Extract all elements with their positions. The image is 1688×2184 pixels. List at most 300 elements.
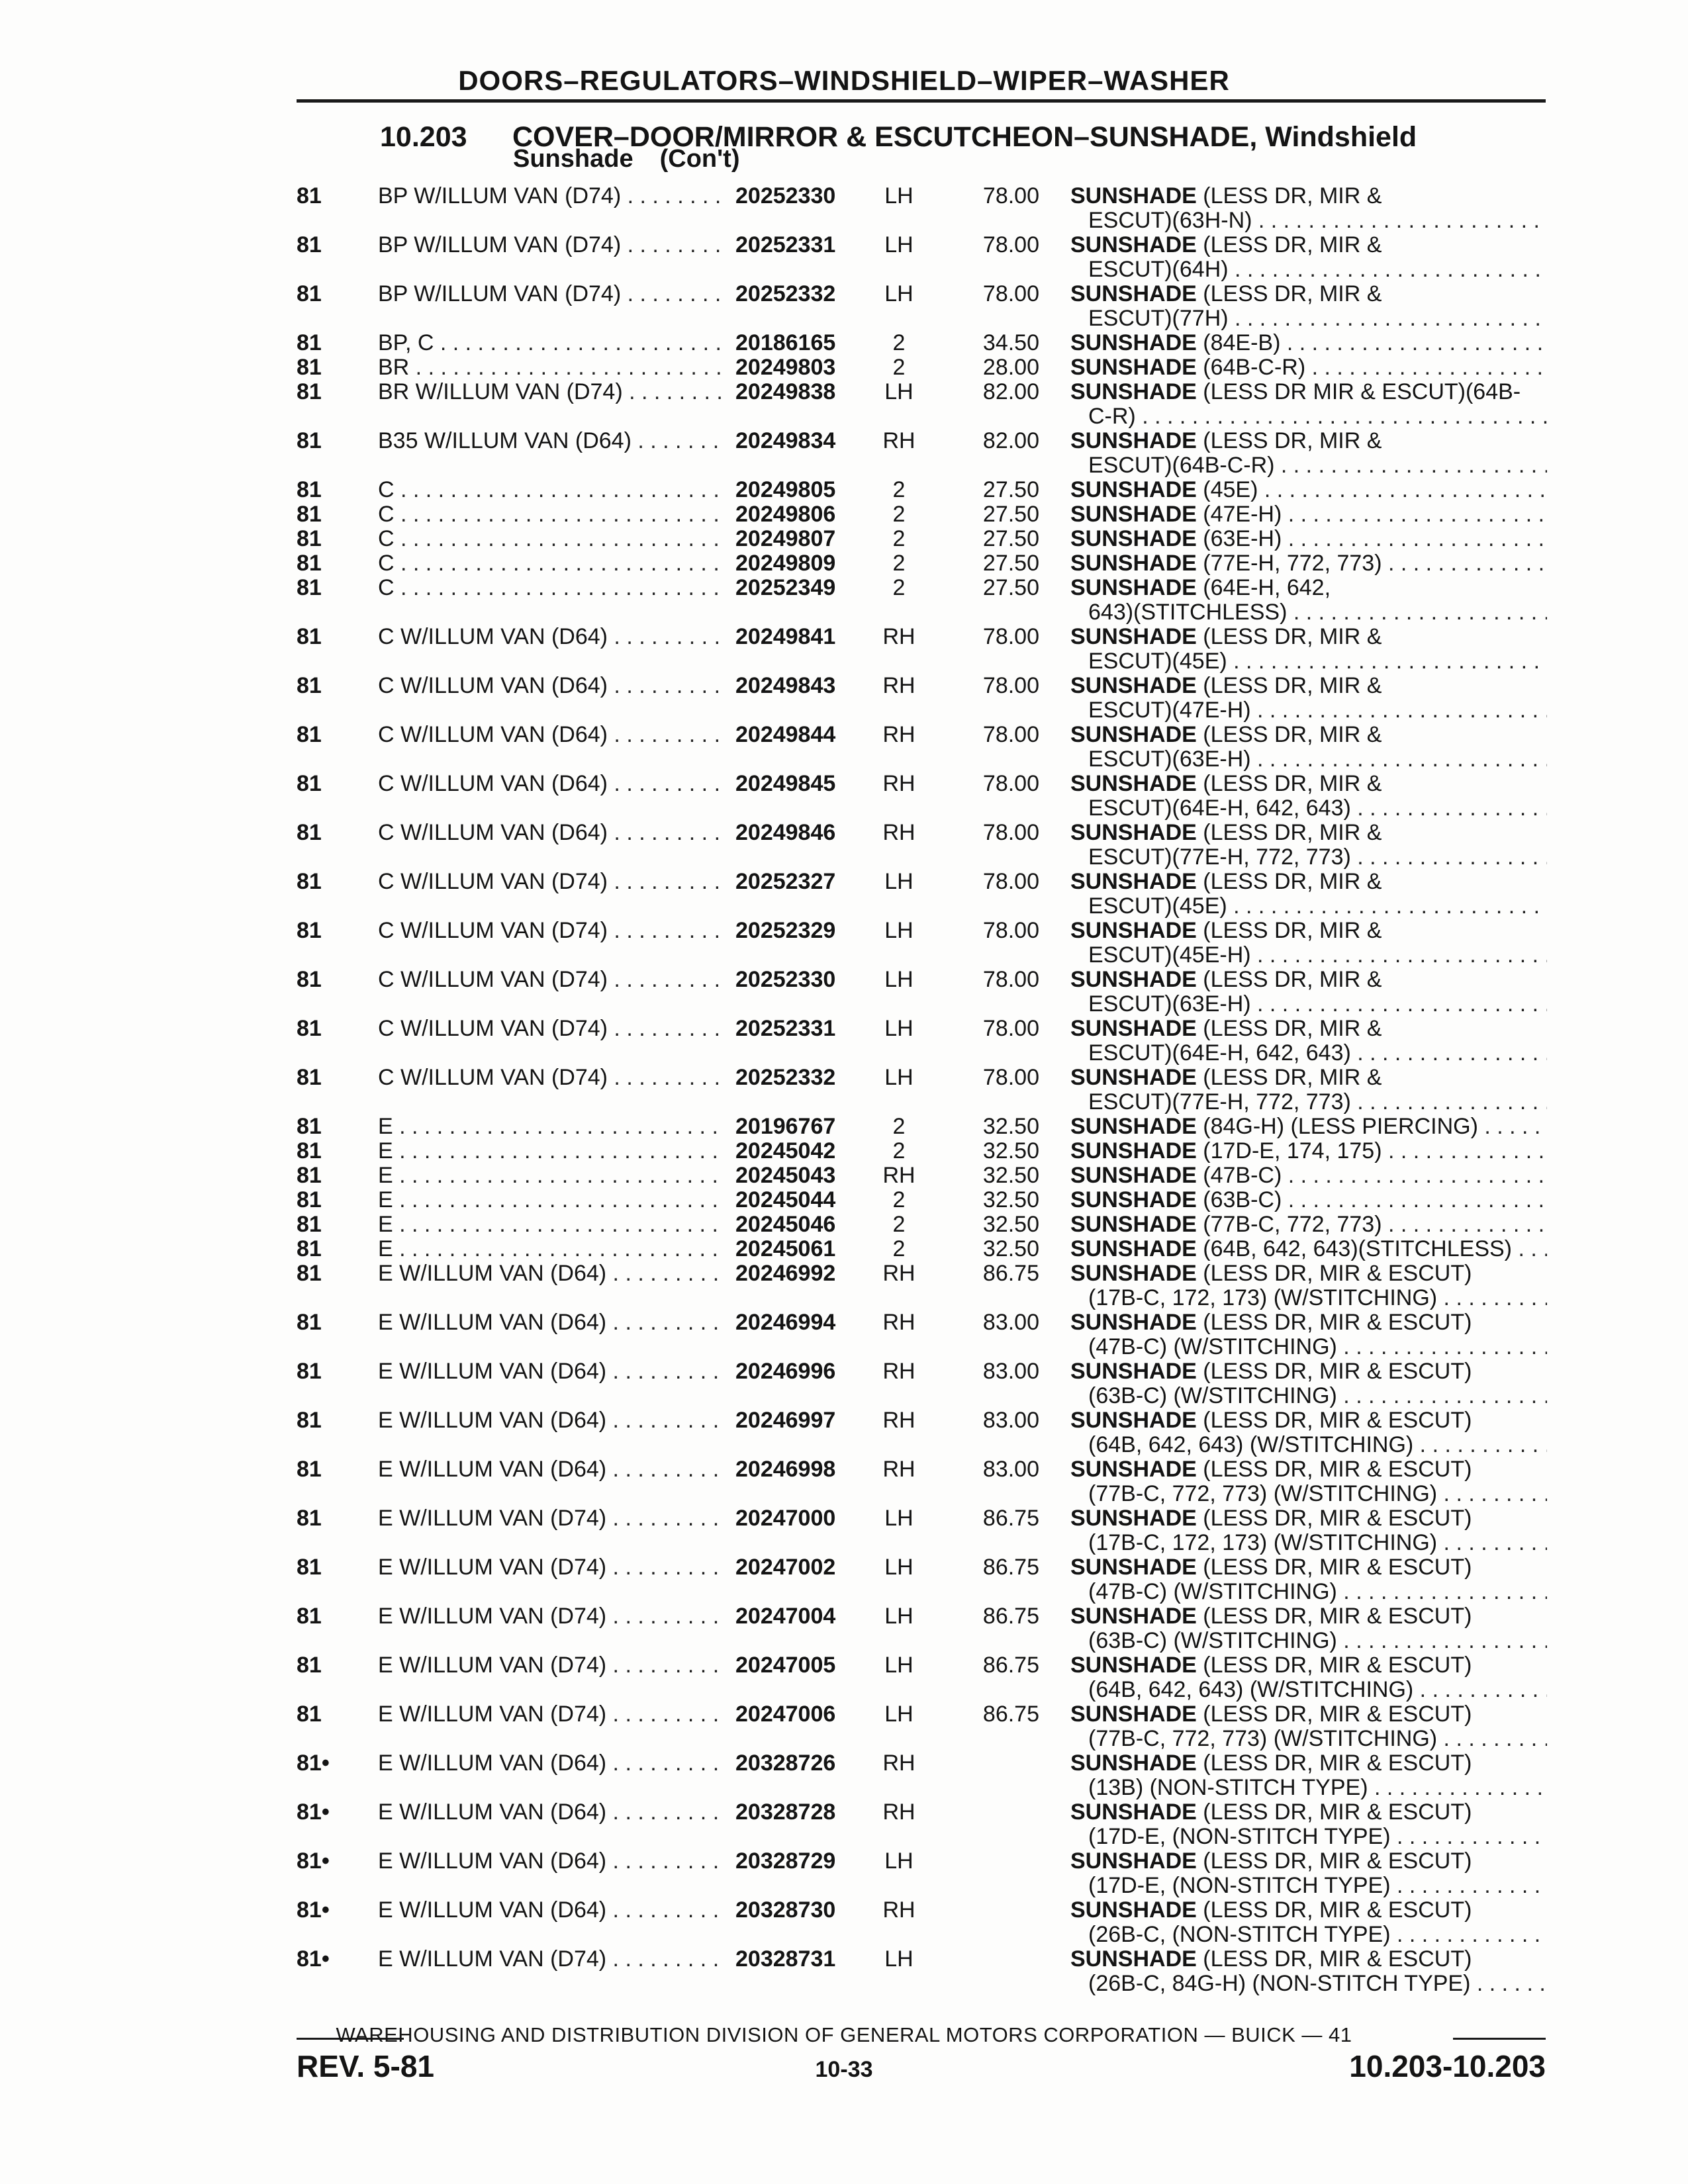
part-name: SUNSHADE (1070, 1408, 1197, 1433)
part-name-continuation: ESCUT)(64B-C-R) . . . (1070, 453, 1547, 478)
model-description: E W/ILLUM VAN (D64) . . . (378, 1800, 729, 1825)
model-description: BP W/ILLUM VAN (D74) . . . (378, 184, 729, 208)
quantity-side: 2 (892, 477, 906, 502)
part-name-line (1070, 576, 1547, 600)
quantity-side: RH (882, 1261, 915, 1286)
part-name-continuation: (26B-C, 84G-H) (NON-STITCH TYPE) . . . (1070, 1972, 1547, 1996)
model-description: C W/ILLUM VAN (D64) . . . (378, 821, 729, 845)
price: 28.00 (982, 355, 1039, 380)
ref-number: 81 (297, 1065, 322, 1090)
part-name-detail: (64B, 642, 643)(STITCHLESS) (1203, 1237, 1513, 1261)
table-row (0, 968, 1688, 1017)
model-description: E . . . (378, 1115, 729, 1139)
model-description: E W/ILLUM VAN (D74) . . . (378, 1653, 729, 1678)
part-name: SUNSHADE (1070, 625, 1197, 649)
part-name: SUNSHADE (1070, 1310, 1197, 1335)
quantity-side: RH (882, 820, 915, 845)
quantity-side: LH (884, 1653, 914, 1678)
part-name-cell (1070, 1139, 1547, 1163)
part-name-detail: (LESS DR, MIR & ESCUT) (1203, 1457, 1472, 1482)
part-name-detail: (LESS DR, MIR & (1203, 674, 1382, 698)
ref-number: 81• (297, 1751, 330, 1776)
part-name-line (1070, 1849, 1547, 1874)
header-rule (297, 99, 1546, 103)
table-row (0, 674, 1688, 723)
part-name-continuation: (13B) (NON-STITCH TYPE) . . . (1070, 1776, 1547, 1800)
price: 78.00 (982, 967, 1039, 992)
part-number: 20328729 (724, 1849, 881, 1874)
quantity-side: 2 (892, 575, 906, 600)
part-name-continuation: ESCUT)(45E) . . . (1070, 649, 1547, 674)
part-name-detail: (45E) (1203, 478, 1258, 502)
part-name: SUNSHADE (1070, 1800, 1197, 1825)
part-name-detail: (LESS DR, MIR & ESCUT) (1203, 1849, 1472, 1874)
part-name: SUNSHADE (1070, 1457, 1197, 1482)
ref-number: 81 (297, 1359, 322, 1384)
part-number: 20328730 (724, 1898, 881, 1923)
part-name-line (1070, 331, 1547, 355)
part-name: SUNSHADE (1070, 723, 1197, 747)
model-description: C W/ILLUM VAN (D64) . . . (378, 723, 729, 747)
price: 32.50 (982, 1163, 1039, 1188)
part-name-cell (1070, 380, 1547, 429)
part-name: SUNSHADE (1070, 1555, 1197, 1580)
part-name-detail: (LESS DR, MIR & ESCUT) (1203, 1604, 1472, 1629)
part-name-line (1070, 821, 1547, 845)
part-number: 20328731 (724, 1947, 881, 1972)
part-name-continuation: ESCUT)(64H) . . . (1070, 257, 1547, 282)
table-row (0, 233, 1688, 282)
part-name: SUNSHADE (1070, 380, 1197, 404)
footer-revision: REV. 5-81 (297, 2049, 434, 2083)
part-number: 20249843 (724, 674, 881, 698)
part-name-cell (1070, 919, 1547, 968)
part-name-cell (1070, 870, 1547, 919)
part-name-cell (1070, 968, 1547, 1017)
part-number: 20245043 (724, 1163, 881, 1188)
part-number: 20249834 (724, 429, 881, 453)
ref-number: 81 (297, 1457, 322, 1482)
table-row (0, 1555, 1688, 1604)
part-name-continuation: (77B-C, 772, 773) (W/STITCHING) . . . (1070, 1727, 1547, 1751)
part-name-detail: (64B-C-R) (1203, 355, 1306, 380)
ref-number: 81 (297, 551, 322, 576)
quantity-side: LH (884, 1555, 914, 1580)
part-name-detail: (LESS DR MIR & ESCUT)(64B- (1203, 380, 1521, 404)
ref-number: 81 (297, 1114, 322, 1139)
part-name: SUNSHADE (1070, 870, 1197, 894)
ref-number: 81 (297, 1261, 322, 1286)
quantity-side: LH (884, 967, 914, 992)
quantity-side: LH (884, 232, 914, 257)
part-number: 20252327 (724, 870, 881, 894)
part-name-line (1070, 1017, 1547, 1041)
part-name-cell (1070, 1261, 1547, 1310)
part-name-line (1070, 1359, 1547, 1384)
part-number: 20328726 (724, 1751, 881, 1776)
table-row (0, 870, 1688, 919)
part-name-detail: (47B-C) (1203, 1163, 1282, 1188)
part-name-cell (1070, 625, 1547, 674)
part-number: 20252329 (724, 919, 881, 943)
ref-number: 81 (297, 575, 322, 600)
table-row (0, 1604, 1688, 1653)
quantity-side: LH (884, 1604, 914, 1629)
section-subtitle-name: Sunshade (513, 145, 633, 173)
quantity-side: LH (884, 1016, 914, 1041)
ref-number: 81 (297, 673, 322, 698)
quantity-side: RH (882, 1408, 915, 1433)
part-name: SUNSHADE (1070, 331, 1197, 355)
table-row (0, 478, 1688, 502)
table-row (0, 723, 1688, 772)
part-name-detail: (LESS DR, MIR & ESCUT) (1203, 1555, 1472, 1580)
model-description: C W/ILLUM VAN (D64) . . . (378, 674, 729, 698)
model-description: E W/ILLUM VAN (D64) . . . (378, 1408, 729, 1433)
part-name: SUNSHADE (1070, 772, 1197, 796)
part-name-cell (1070, 1653, 1547, 1702)
part-number: 20246992 (724, 1261, 881, 1286)
part-name-line (1070, 502, 1547, 527)
part-name-cell (1070, 551, 1547, 576)
part-name-line (1070, 1408, 1547, 1433)
part-name-line (1070, 1066, 1547, 1090)
part-name-line (1070, 1800, 1547, 1825)
part-name-line (1070, 1115, 1547, 1139)
price: 86.75 (982, 1506, 1039, 1531)
part-name-cell (1070, 772, 1547, 821)
quantity-side: 2 (892, 330, 906, 355)
quantity-side: 2 (892, 1212, 906, 1237)
quantity-side: RH (882, 1163, 915, 1188)
model-description: E . . . (378, 1237, 729, 1261)
model-description: E . . . (378, 1212, 729, 1237)
part-name-continuation: (26B-C, (NON-STITCH TYPE) . . . (1070, 1923, 1547, 1947)
part-number: 20252332 (724, 282, 881, 306)
section-subtitle (513, 146, 739, 172)
price: 83.00 (982, 1457, 1039, 1482)
part-name-cell (1070, 1408, 1547, 1457)
quantity-side: RH (882, 771, 915, 796)
model-description: BP W/ILLUM VAN (D74) . . . (378, 282, 729, 306)
part-name-cell (1070, 1188, 1547, 1212)
quantity-side: RH (882, 1897, 915, 1923)
table-row (0, 1751, 1688, 1800)
part-name-detail: (63E-H) (1203, 527, 1282, 551)
part-name: SUNSHADE (1070, 1359, 1197, 1384)
part-number: 20249809 (724, 551, 881, 576)
model-description: C W/ILLUM VAN (D74) . . . (378, 919, 729, 943)
price: 78.00 (982, 624, 1039, 649)
part-name-cell (1070, 1555, 1547, 1604)
quantity-side: LH (884, 918, 914, 943)
part-name-line (1070, 1261, 1547, 1286)
part-name-cell (1070, 1898, 1547, 1947)
price: 78.00 (982, 1016, 1039, 1041)
part-name-detail: (84G-H) (LESS PIERCING) (1203, 1115, 1478, 1139)
ref-number: 81 (297, 281, 322, 306)
part-number: 20249803 (724, 355, 881, 380)
part-name: SUNSHADE (1070, 1849, 1197, 1874)
table-row (0, 380, 1688, 429)
part-name: SUNSHADE (1070, 674, 1197, 698)
model-description: C . . . (378, 502, 729, 527)
ref-number: 81 (297, 526, 322, 551)
part-name-cell (1070, 355, 1547, 380)
model-description: C . . . (378, 478, 729, 502)
part-name-cell (1070, 527, 1547, 551)
part-name: SUNSHADE (1070, 1163, 1197, 1188)
part-name-line (1070, 1188, 1547, 1212)
model-description: C W/ILLUM VAN (D64) . . . (378, 772, 729, 796)
part-name-cell (1070, 1359, 1547, 1408)
model-description: E W/ILLUM VAN (D74) . . . (378, 1702, 729, 1727)
table-row (0, 1408, 1688, 1457)
model-description: C W/ILLUM VAN (D74) . . . (378, 870, 729, 894)
quantity-side: LH (884, 1506, 914, 1531)
part-name-cell (1070, 1506, 1547, 1555)
ref-number: 81 (297, 379, 322, 404)
ref-number: 81 (297, 771, 322, 796)
part-name-cell (1070, 821, 1547, 870)
part-name-continuation: C-R) . . . (1070, 404, 1547, 429)
part-number: 20245044 (724, 1188, 881, 1212)
part-name-line (1070, 1310, 1547, 1335)
price: 86.75 (982, 1555, 1039, 1580)
ref-number: 81 (297, 428, 322, 453)
price: 86.75 (982, 1604, 1039, 1629)
price: 82.00 (982, 428, 1039, 453)
model-description: E W/ILLUM VAN (D64) . . . (378, 1310, 729, 1335)
part-name-line (1070, 1457, 1547, 1482)
part-name: SUNSHADE (1070, 1653, 1197, 1678)
part-name-detail: (LESS DR, MIR & ESCUT) (1203, 1359, 1472, 1384)
part-number: 20252331 (724, 1017, 881, 1041)
part-name-continuation: ESCUT)(77H) . . . (1070, 306, 1547, 331)
part-name-cell (1070, 1849, 1547, 1898)
part-name-cell (1070, 184, 1547, 233)
part-name-continuation: (64B, 642, 643) (W/STITCHING) . . . (1070, 1433, 1547, 1457)
part-name-line (1070, 1163, 1547, 1188)
quantity-side: RH (882, 1310, 915, 1335)
price: 78.00 (982, 1065, 1039, 1090)
price: 86.75 (982, 1653, 1039, 1678)
model-description: E . . . (378, 1163, 729, 1188)
part-name-cell (1070, 429, 1547, 478)
price: 78.00 (982, 183, 1039, 208)
part-number: 20246996 (724, 1359, 881, 1384)
part-name-line (1070, 1237, 1547, 1261)
part-name-continuation: (47B-C) (W/STITCHING) . . . (1070, 1580, 1547, 1604)
part-name-detail: (LESS DR, MIR & (1203, 1017, 1382, 1041)
model-description: E W/ILLUM VAN (D74) . . . (378, 1506, 729, 1531)
table-row (0, 919, 1688, 968)
table-row (0, 1457, 1688, 1506)
price: 27.50 (982, 502, 1039, 527)
part-name: SUNSHADE (1070, 1237, 1197, 1261)
part-number: 20247004 (724, 1604, 881, 1629)
part-name-line (1070, 723, 1547, 747)
ref-number: 81 (297, 1653, 322, 1678)
model-description: E W/ILLUM VAN (D64) . . . (378, 1751, 729, 1776)
part-name-detail: (64E-H, 642, (1203, 576, 1331, 600)
quantity-side: RH (882, 428, 915, 453)
table-row (0, 1947, 1688, 1996)
part-number: 20249841 (724, 625, 881, 649)
part-name-line (1070, 870, 1547, 894)
price: 83.00 (982, 1310, 1039, 1335)
quantity-side: 2 (892, 502, 906, 527)
table-row (0, 821, 1688, 870)
price: 86.75 (982, 1702, 1039, 1727)
part-name-continuation: ESCUT)(77E-H, 772, 773) . . . (1070, 845, 1547, 870)
price: 86.75 (982, 1261, 1039, 1286)
part-name-line (1070, 1947, 1547, 1972)
part-number: 20246998 (724, 1457, 881, 1482)
footer-section-range: 10.203-10.203 (1349, 2049, 1546, 2083)
part-number: 20246997 (724, 1408, 881, 1433)
part-number: 20249806 (724, 502, 881, 527)
part-name-cell (1070, 502, 1547, 527)
part-name-line (1070, 968, 1547, 992)
table-row (0, 1139, 1688, 1163)
part-name: SUNSHADE (1070, 478, 1197, 502)
part-name-cell (1070, 1212, 1547, 1237)
quantity-side: 2 (892, 1138, 906, 1163)
ref-number: 81 (297, 1163, 322, 1188)
part-name-line (1070, 1751, 1547, 1776)
model-description: C . . . (378, 527, 729, 551)
part-name: SUNSHADE (1070, 1188, 1197, 1212)
quantity-side: RH (882, 1799, 915, 1825)
quantity-side: RH (882, 673, 915, 698)
price: 78.00 (982, 722, 1039, 747)
table-row (0, 1163, 1688, 1188)
quantity-side: RH (882, 1359, 915, 1384)
ref-number: 81 (297, 1016, 322, 1041)
part-name-line (1070, 1702, 1547, 1727)
table-row (0, 1261, 1688, 1310)
ref-number: 81 (297, 820, 322, 845)
model-description: B35 W/ILLUM VAN (D64) . . . (378, 429, 729, 453)
part-name-line (1070, 233, 1547, 257)
model-description: E W/ILLUM VAN (D64) . . . (378, 1359, 729, 1384)
part-name-cell (1070, 1310, 1547, 1359)
price: 34.50 (982, 330, 1039, 355)
part-name-line (1070, 380, 1547, 404)
part-number: 20247002 (724, 1555, 881, 1580)
part-name-continuation: (47B-C) (W/STITCHING) . . . (1070, 1335, 1547, 1359)
part-number: 20249844 (724, 723, 881, 747)
part-name-cell (1070, 1947, 1547, 1996)
part-name-detail: (LESS DR, MIR & (1203, 870, 1382, 894)
part-name-detail: (LESS DR, MIR & ESCUT) (1203, 1261, 1472, 1286)
model-description: C W/ILLUM VAN (D74) . . . (378, 968, 729, 992)
part-name-line (1070, 1604, 1547, 1629)
part-number: 20245046 (724, 1212, 881, 1237)
part-name-continuation: ESCUT)(45E-H) . . . (1070, 943, 1547, 968)
model-description: BP W/ILLUM VAN (D74) . . . (378, 233, 729, 257)
part-name-line (1070, 355, 1547, 380)
part-name-detail: (LESS DR, MIR & ESCUT) (1203, 1800, 1472, 1825)
part-name-cell (1070, 1066, 1547, 1115)
table-row (0, 1237, 1688, 1261)
part-name: SUNSHADE (1070, 527, 1197, 551)
table-row (0, 1653, 1688, 1702)
ref-number: 81 (297, 1702, 322, 1727)
part-name-cell (1070, 723, 1547, 772)
model-description: BR . . . (378, 355, 729, 380)
ref-number: 81 (297, 624, 322, 649)
part-name: SUNSHADE (1070, 1212, 1197, 1237)
part-name-continuation: (63B-C) (W/STITCHING) . . . (1070, 1629, 1547, 1653)
quantity-side: LH (884, 379, 914, 404)
part-name-detail: (LESS DR, MIR & ESCUT) (1203, 1702, 1472, 1727)
model-description: E W/ILLUM VAN (D74) . . . (378, 1604, 729, 1629)
part-name-detail: (LESS DR, MIR & ESCUT) (1203, 1310, 1472, 1335)
part-number: 20252331 (724, 233, 881, 257)
page-title: DOORS–REGULATORS–WINDSHIELD–WIPER–WASHER (458, 65, 1230, 96)
quantity-side: RH (882, 1457, 915, 1482)
part-number: 20247005 (724, 1653, 881, 1678)
quantity-side: LH (884, 869, 914, 894)
ref-number: 81 (297, 502, 322, 527)
part-name-continuation: (77B-C, 772, 773) (W/STITCHING) . . . (1070, 1482, 1547, 1506)
part-number: 20249845 (724, 772, 881, 796)
table-row (0, 1506, 1688, 1555)
part-name-detail: (LESS DR, MIR & ESCUT) (1203, 1898, 1472, 1923)
part-number: 20252330 (724, 968, 881, 992)
price: 27.50 (982, 551, 1039, 576)
part-name-continuation: ESCUT)(64E-H, 642, 643) . . . (1070, 1041, 1547, 1066)
part-name-detail: (47E-H) (1203, 502, 1282, 527)
quantity-side: LH (884, 1065, 914, 1090)
footer-publisher: WAREHOUSING AND DISTRIBUTION DIVISION OF GENERAL MOTORS CORPORATION — BUICK — 41 (336, 2023, 1352, 2046)
part-number: 20247006 (724, 1702, 881, 1727)
quantity-side: LH (884, 1702, 914, 1727)
model-description: C . . . (378, 576, 729, 600)
part-name-continuation: ESCUT)(63E-H) . . . (1070, 747, 1547, 772)
price: 78.00 (982, 771, 1039, 796)
ref-number: 81 (297, 722, 322, 747)
part-name: SUNSHADE (1070, 1947, 1197, 1972)
ref-number: 81• (297, 1897, 330, 1923)
part-name-detail: (LESS DR, MIR & (1203, 1066, 1382, 1090)
model-description: E W/ILLUM VAN (D64) . . . (378, 1849, 729, 1874)
part-name: SUNSHADE (1070, 551, 1197, 576)
part-name-detail: (LESS DR, MIR & (1203, 821, 1382, 845)
part-name-cell (1070, 233, 1547, 282)
part-number: 20249838 (724, 380, 881, 404)
table-row (0, 1702, 1688, 1751)
table-row (0, 1849, 1688, 1898)
part-number: 20196767 (724, 1115, 881, 1139)
model-description: E W/ILLUM VAN (D74) . . . (378, 1947, 729, 1972)
part-name-detail: (LESS DR, MIR & (1203, 919, 1382, 943)
part-name-continuation: (17B-C, 172, 173) (W/STITCHING) . . . (1070, 1531, 1547, 1555)
table-row (0, 1017, 1688, 1066)
quantity-side: LH (884, 1946, 914, 1972)
part-name-cell (1070, 674, 1547, 723)
part-name-continuation: (17B-C, 172, 173) (W/STITCHING) . . . (1070, 1286, 1547, 1310)
part-name-detail: (LESS DR, MIR & ESCUT) (1203, 1947, 1472, 1972)
part-name-line (1070, 674, 1547, 698)
ref-number: 81 (297, 1236, 322, 1261)
price: 82.00 (982, 379, 1039, 404)
ref-number: 81 (297, 477, 322, 502)
ref-number: 81• (297, 1946, 330, 1972)
table-row (0, 1310, 1688, 1359)
